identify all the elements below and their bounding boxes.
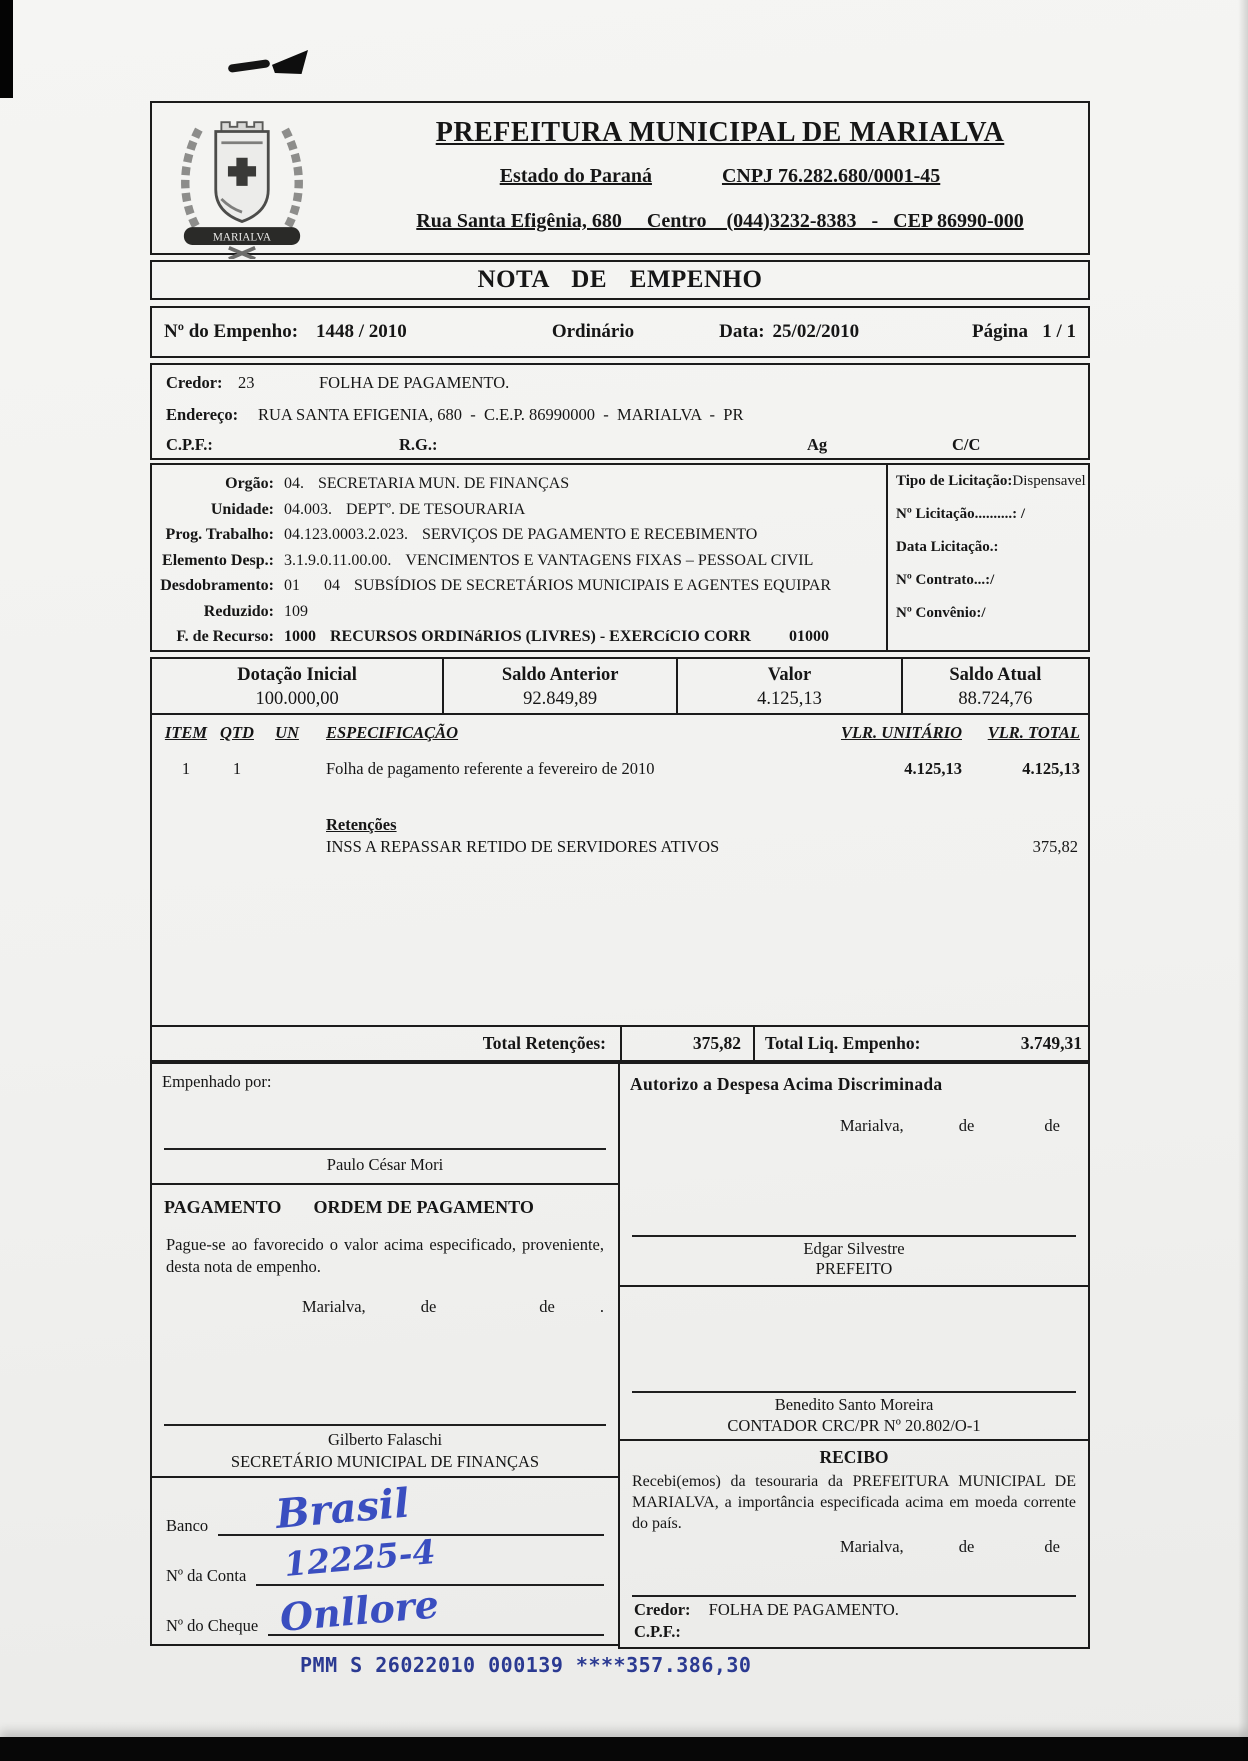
account-write-line xyxy=(256,1531,604,1586)
empenho-number: 1448 / 2010 xyxy=(316,321,407,342)
place-date-line: Marialva, de de . xyxy=(302,1297,604,1316)
rg-label: R.G.: xyxy=(399,435,438,454)
retentions-title: Retenções xyxy=(326,815,397,834)
total-retentions-label: Total Retenções: xyxy=(152,1027,622,1060)
signature-line xyxy=(632,1391,1076,1393)
col-vlr-total: VLR. TOTAL xyxy=(987,723,1080,742)
payment-order-box xyxy=(150,1183,620,1478)
total-liq-value: 3.749,31 xyxy=(1020,1033,1082,1053)
logo-banner-text: MARIALVA xyxy=(212,231,272,244)
bank-row xyxy=(166,1479,604,1538)
item-number: 1 xyxy=(181,759,191,778)
budget-classification-section xyxy=(150,463,1090,652)
address-line: Rua Santa Efigênia, 680 Centro (044)3232-8383 - CEP 86990-000 xyxy=(416,210,1024,232)
ordem-pagamento-heading: ORDEM DE PAGAMENTO xyxy=(313,1197,534,1217)
letterhead xyxy=(150,101,1090,255)
receipt-title: RECIBO xyxy=(819,1447,889,1467)
col-especificacao: ESPECIFICAÇÃO xyxy=(326,723,459,742)
item-row xyxy=(152,759,1088,779)
signatory-name: Benedito Santo Moreira xyxy=(774,1395,934,1414)
cpf-label: C.P.F.: xyxy=(166,435,213,454)
saldo-anterior-cell: Saldo Anterior 92.849,89 xyxy=(442,659,676,713)
receipt-creditor-line: Credor: FOLHA DE PAGAMENTO. xyxy=(634,1600,899,1619)
item-total-value: 4.125,13 xyxy=(1022,759,1080,778)
total-liq-label: Total Liq. Empenho: xyxy=(765,1033,921,1053)
nota-de-empenho-form xyxy=(150,101,1090,1649)
items-section xyxy=(150,715,1090,1025)
totals-row xyxy=(150,1025,1090,1062)
document-title: NOTA DE EMPENHO xyxy=(477,266,763,293)
creditor-section xyxy=(150,363,1090,460)
creditor-address: RUA SANTA EFIGENIA, 680 - C.E.P. 86990000 - MARIALVA - PR xyxy=(258,405,744,424)
signature-line xyxy=(164,1424,606,1426)
budget-balance-row xyxy=(150,657,1090,715)
receipt-creditor-name: FOLHA DE PAGAMENTO. xyxy=(708,1600,899,1619)
empenhado-por-label: Empenhado por: xyxy=(162,1072,272,1091)
signatory-name: Gilberto Falaschi xyxy=(327,1430,443,1449)
empenho-type: Ordinário xyxy=(551,321,635,342)
page-indicator: Página 1 / 1 xyxy=(972,321,1076,342)
cheque-row xyxy=(166,1581,604,1640)
scan-artifact-pen-mark xyxy=(272,50,308,74)
budget-row-unidade: Unidade: 04.003. DEPTº. DE TESOURARIA xyxy=(210,500,526,518)
receipt-cpf-line: C.P.F.: xyxy=(634,1622,681,1641)
item-unit-value: 4.125,13 xyxy=(904,759,962,778)
contract-number-line: Nº Contrato...:/ xyxy=(896,572,995,588)
signatory-name: Paulo César Mori xyxy=(326,1155,444,1174)
signatory-role: CONTADOR CRC/PR Nº 20.802/O-1 xyxy=(727,1416,981,1435)
creditor-name: FOLHA DE PAGAMENTO. xyxy=(319,373,510,392)
signatory-role: PREFEITO xyxy=(815,1259,893,1278)
bidding-number-line: Nº Licitação..........: / xyxy=(896,506,1026,522)
col-vlr-unitario: VLR. UNITÁRIO xyxy=(840,723,962,742)
agency-label: Ag xyxy=(807,435,828,454)
payment-order-text: Pague-se ao favorecido o valor acima especificado, proveniente, desta nota de empenho. xyxy=(166,1235,604,1276)
dot-matrix-stamp: PMM S 26022010 000139 ****357.386,30 xyxy=(300,1653,752,1677)
signature-line xyxy=(632,1235,1076,1237)
budget-row-desdobramento: Desdobramento: 01 04 SUBSÍDIOS DE SECRETÁRIOS MUNICIPAIS E AGENTES EQUIPAR xyxy=(160,577,832,594)
budget-row-orgao: Orgão: 04. SECRETARIA MUN. DE FINANÇAS xyxy=(225,475,570,492)
item-unit-of-measure xyxy=(262,759,312,779)
coat-of-arms-logo xyxy=(166,109,318,259)
bidding-type-line: Tipo de Licitação:Dispensavel xyxy=(896,473,1086,489)
receipt-text: Recebi(emos) da tesouraria da PREFEITURA MUNICIPAL DE MARIALVA, a importância especificada acima em moeda corrente do país. xyxy=(632,1473,1076,1532)
handwritten-cheque-scribble: Onllore xyxy=(278,1581,441,1640)
retentions-block xyxy=(152,815,1088,857)
cnpj-label: CNPJ 76.282.680/0001-45 xyxy=(721,165,941,187)
empenhado-por-box xyxy=(150,1062,620,1185)
account-number-label: Nº da Conta xyxy=(166,1566,247,1585)
cheque-write-line xyxy=(268,1581,604,1640)
retention-description: INSS A REPASSAR RETIDO DE SERVIDORES ATIVOS xyxy=(326,837,720,856)
creditor-code: 23 xyxy=(238,373,255,392)
municipality-title: PREFEITURA MUNICIPAL DE MARIALVA xyxy=(435,117,1005,148)
handwritten-bank-name: Brasil xyxy=(274,1479,412,1538)
scan-artifact-left-bar xyxy=(0,0,13,98)
dotacao-inicial-cell: Dotação Inicial 100.000,00 xyxy=(237,665,357,710)
empenho-header-row xyxy=(150,306,1090,358)
budget-rows xyxy=(152,465,884,650)
item-qty: 1 xyxy=(232,759,242,778)
budget-row-reduzido: Reduzido: 109 xyxy=(203,602,308,620)
scan-artifact-pen-mark xyxy=(228,59,271,73)
budget-row-elemento: Elemento Desp.: 3.1.9.0.11.00.00. VENCIMENTOS E VANTAGENS FIXAS – PESSOAL CIVIL xyxy=(162,551,814,569)
col-un: UN xyxy=(275,723,299,742)
address-label: Endereço: xyxy=(166,405,239,424)
cheque-number-label: Nº do Cheque xyxy=(166,1616,259,1635)
budget-row-fonte-recurso: F. de Recurso: 1000 RECURSOS ORDINáRIOS (LIVRES) - EXERCíCIO CORR 01000 xyxy=(176,628,829,645)
signature-line xyxy=(164,1148,606,1150)
valor-cell: Valor 4.125,13 xyxy=(676,659,901,713)
date-label: Data: xyxy=(719,321,765,342)
col-item: ITEM xyxy=(164,723,208,742)
bank-details-box xyxy=(150,1476,620,1646)
bank-label: Banco xyxy=(166,1516,209,1535)
saldo-atual-cell: Saldo Atual 88.724,76 xyxy=(901,659,1088,713)
separator-line xyxy=(632,1595,1076,1597)
place-date-line: Marialva, de de xyxy=(840,1537,1060,1556)
col-qtd: QTD xyxy=(220,723,254,742)
account-row xyxy=(166,1531,604,1586)
items-table-header xyxy=(152,715,1088,743)
state-label: Estado do Paraná xyxy=(499,165,652,187)
total-retentions-value: 375,82 xyxy=(622,1027,755,1060)
authorization-box xyxy=(618,1062,1090,1287)
bidding-date-line: Data Licitação.: xyxy=(896,539,999,555)
agreement-number-line: Nº Convênio:/ xyxy=(896,605,986,621)
receipt-box xyxy=(618,1439,1090,1649)
empenho-number-label: Nº do Empenho: xyxy=(164,321,299,342)
scan-artifact-bottom-bar xyxy=(0,1737,1248,1761)
bank-write-line xyxy=(218,1479,604,1538)
handwritten-account-number: 12225-4 xyxy=(282,1531,438,1584)
authorization-title: Autorizo a Despesa Acima Discriminada xyxy=(630,1074,943,1094)
date-value: 25/02/2010 xyxy=(772,321,860,342)
pagamento-heading: PAGAMENTO xyxy=(164,1197,282,1217)
account-label: C/C xyxy=(952,435,981,454)
creditor-label: Credor: xyxy=(166,373,223,392)
item-description: Folha de pagamento referente a fevereiro de 2010 xyxy=(326,759,655,778)
document-title-bar xyxy=(150,260,1090,300)
place-date-line: Marialva, de de xyxy=(840,1116,1060,1135)
signatory-role: SECRETÁRIO MUNICIPAL DE FINANÇAS xyxy=(230,1452,540,1471)
retention-value: 375,82 xyxy=(1032,837,1078,856)
budget-row-prog-trabalho: Prog. Trabalho: 04.123.0003.2.023. SERVIÇOS DE PAGAMENTO E RECEBIMENTO xyxy=(165,526,758,543)
bidding-info-column xyxy=(886,465,1088,650)
accountant-box xyxy=(618,1285,1090,1441)
signatory-name: Edgar Silvestre xyxy=(803,1239,905,1258)
